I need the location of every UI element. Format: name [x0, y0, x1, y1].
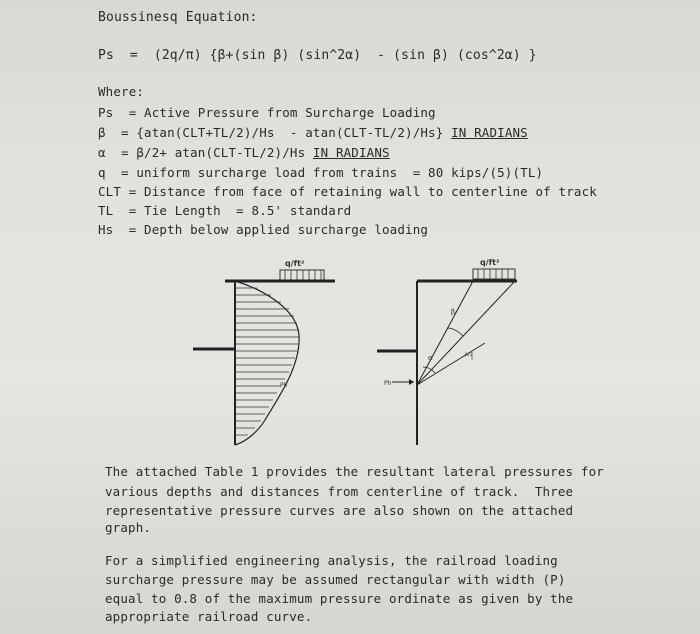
left-figure	[193, 259, 335, 445]
paragraph-2-line-1: For a simplified engineering analysis, the railroad loading	[105, 553, 558, 568]
left-pressure-hatching	[235, 288, 299, 435]
right-load-arrows	[478, 269, 508, 279]
definition-tl: TL = Tie Length = 8.5' standard	[98, 203, 352, 218]
right-pressure-label: Ph	[384, 380, 392, 387]
right-surcharge-load	[473, 269, 515, 279]
document-title: Boussinesq Equation:	[98, 10, 258, 25]
definition-clt: CLT = Distance from face of retaining wall to centerline of track	[98, 184, 597, 199]
paragraph-1-line-3: representative pressure curves are also shown on the attached	[105, 503, 574, 518]
paragraph-2-line-3: equal to 0.8 of the maximum pressure ordinate as given by the	[105, 591, 574, 606]
left-load-label: q/ft²	[285, 259, 305, 268]
paragraph-1-line-1: The attached Table 1 provides the resultant lateral pressures for	[105, 464, 604, 479]
right-figure	[377, 258, 517, 445]
where-label: Where:	[98, 84, 145, 99]
in-radians-note: IN RADIANS	[312, 145, 390, 160]
left-load-arrows	[285, 270, 321, 280]
in-radians-note: IN RADIANS	[451, 125, 528, 140]
definition-alpha: α = β/2+ atan(CLT-TL/2)/Hs IN RADIANS	[98, 145, 390, 160]
spread-line-inner	[417, 281, 473, 385]
left-pressure-label: Ph	[280, 382, 288, 389]
beta-arc	[447, 328, 463, 336]
definition-beta: β = {atan(CLT+TL/2)/Hs - atan(CLT-TL/2)/Hs} IN RADIANS	[98, 125, 528, 140]
definition-ps: Ps = Active Pressure from Surcharge Loading	[98, 105, 436, 120]
definition-hs: Hs = Depth below applied surcharge loading	[98, 222, 429, 237]
half-beta-label: β/2	[465, 352, 473, 358]
surcharge-pressure-diagram	[185, 240, 535, 455]
boussinesq-equation: Ps = (2q/π) {β+(sin β) (sin^2α) - (sin β) (cos^2α) }	[98, 48, 537, 63]
paragraph-1-line-2: various depths and distances from centerline of track. Three	[105, 484, 574, 499]
paragraph-1-line-4: graph.	[105, 520, 152, 535]
paragraph-2-line-2: surcharge pressure may be assumed rectangular with width (P)	[105, 572, 566, 587]
definition-q: q = uniform surcharge load from trains = 80 kips/(5)(TL)	[98, 165, 544, 180]
alpha-label: α	[428, 354, 433, 362]
left-surcharge-load	[280, 270, 324, 280]
right-pressure-arrowhead	[409, 379, 414, 385]
left-pressure-curve	[235, 281, 299, 445]
right-load-label: q/ft²	[480, 258, 500, 267]
paragraph-2-line-4: appropriate railroad curve.	[105, 609, 313, 624]
beta-label: β	[451, 308, 456, 316]
